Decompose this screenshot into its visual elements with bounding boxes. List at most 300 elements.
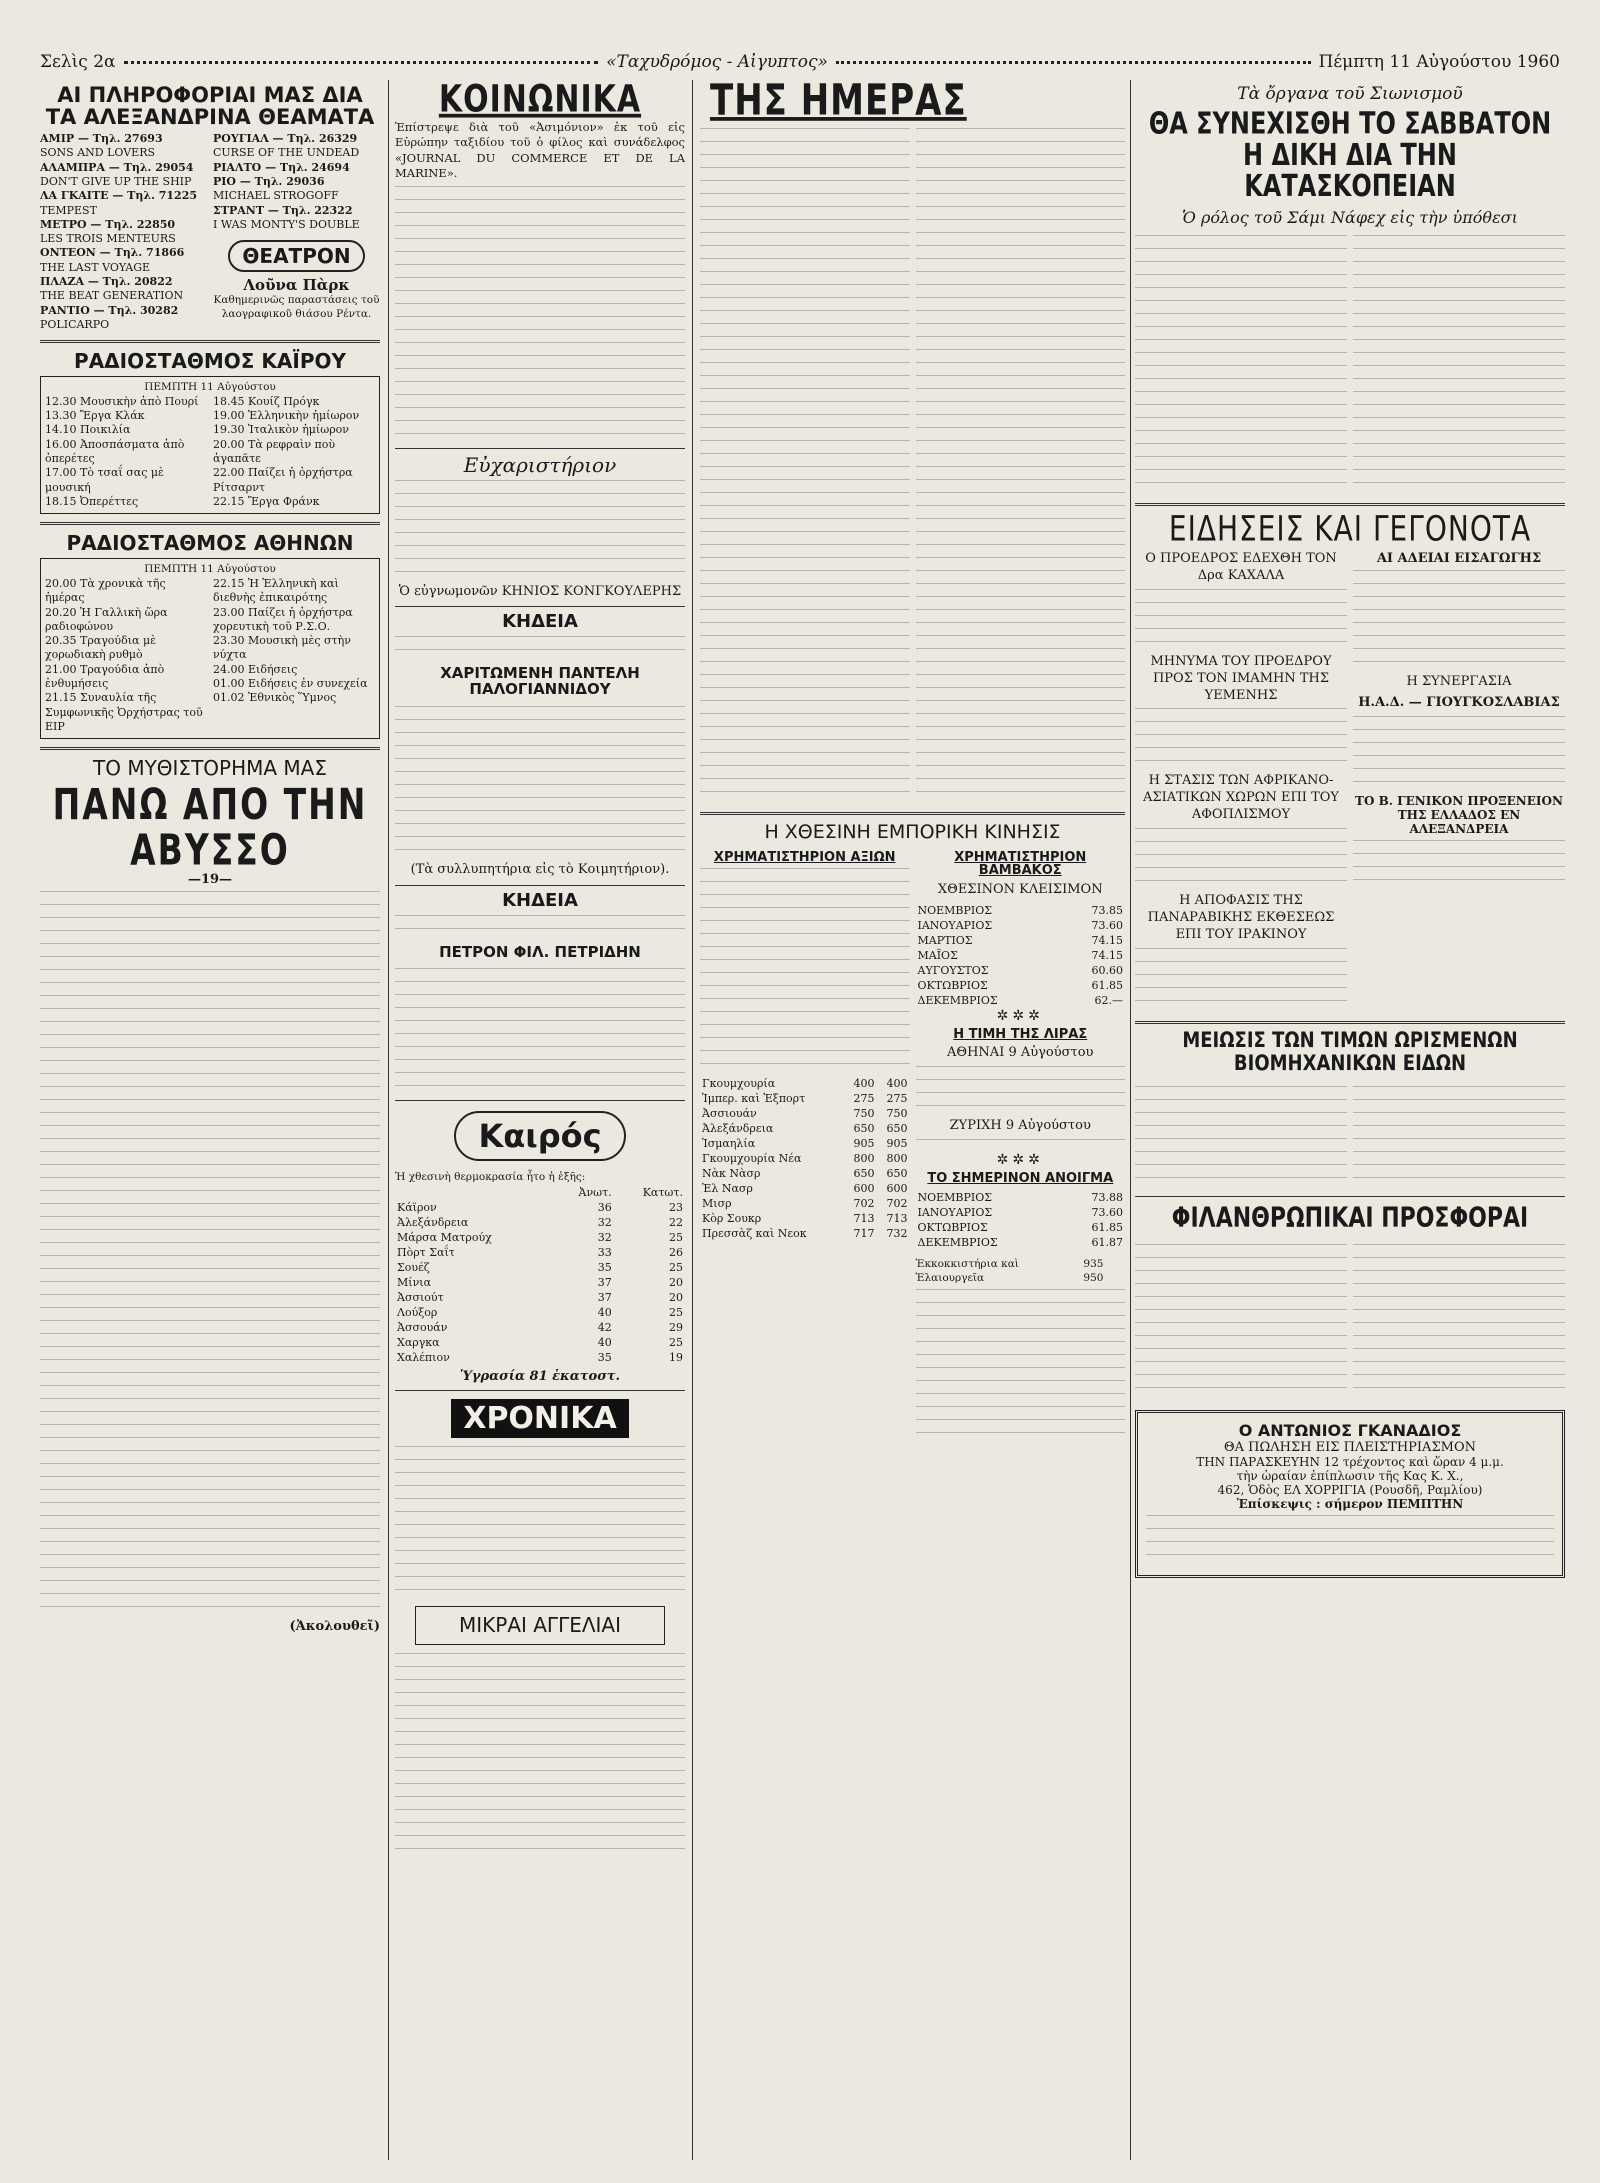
program-item: 14.10 Ποικιλία [45,423,131,437]
text-line [916,1289,1126,1298]
city: Ἀσσιούτ [397,1291,444,1305]
text-line [395,915,685,924]
charity-body [1135,1240,1565,1400]
text-line [700,440,910,449]
text-line [1353,609,1565,618]
text-line [395,784,685,793]
cinema-entry: ΡΙΟ — Τηλ. 29036 [213,174,325,188]
cotton-table [916,903,1126,1008]
consulate-heading: ΤΟ Β. ΓΕΝΙΚΟΝ ΠΡΟΞΕΝΕΙΟΝ ΤΗΣ ΕΛΛΑΔΟΣ ΕΝ ΑΛΕΞΑΝΔΡΕΙΑ [1355,793,1563,836]
text-line [40,917,380,926]
day-article-left [700,124,910,804]
opening-row [916,1190,1126,1205]
social-text: Ἐπίστρεψε διὰ τοῦ «Ἀσιμόνιον» ἐκ τοῦ εἰς Εὐρώπην ταξιδίου τοῦ ὁ φίλος καὶ συνάδελφος «JOURNAL DU COMMERCE ET DE LA MARINE». [395,119,685,181]
max-temp: 35 [597,1351,612,1365]
stock-sell: 650 [886,1122,908,1136]
text-line [1135,854,1347,863]
program-item: 23.30 Μουσικὴ μὲς στὴν νύχτα [213,634,351,662]
text-line [700,1063,910,1072]
pound-date: ΑΘΗΝΑΙ 9 Αὐγούστου [947,1045,1094,1061]
text-line [700,141,910,150]
price: 61.85 [1091,978,1123,992]
text-line [1135,417,1347,426]
chronika-box [395,1399,685,1438]
text-line [1135,1177,1347,1186]
text-line [40,1593,380,1602]
text-line [1135,1309,1347,1318]
text-line [700,453,910,462]
text-line [395,732,685,741]
market-heading: Η ΧΘΕΣΙΝΗ ΕΜΠΟΡΙΚΗ ΚΙΝΗΣΙΣ [764,820,1061,843]
stock-buy: 750 [853,1107,875,1121]
text-line [1135,430,1347,439]
text-line [40,943,380,952]
text-line [1135,974,1347,983]
text-line [395,1446,685,1455]
text-line [916,154,1126,163]
text-line [1353,391,1565,400]
month: ΑΥΓΟΥΣΤΟΣ [917,963,989,977]
ornament: ✲✲✲ [996,1152,1044,1169]
text-line [916,349,1126,358]
text-line [1353,755,1565,764]
classifieds-heading: ΜΙΚΡΑΙ ΑΓΓΕΛΙΑΙ [458,1613,622,1638]
text-line [40,1073,380,1082]
divider [1135,503,1565,506]
divider [395,606,685,607]
serial-body [40,891,380,1615]
serial-heading: ΤΟ ΜΥΘΙΣΤΟΡΗΜΑ ΜΑΣ [93,756,327,781]
text-line [700,622,910,631]
cotton-row [916,903,1126,918]
text-line [40,1060,380,1069]
text-line [40,995,380,1004]
weather-note: Ὑγρασία 81 ἑκατοστ. [459,1369,621,1385]
text-line [700,518,910,527]
theatre-box [213,240,380,321]
text-line [916,557,1126,566]
day-article-right [916,124,1126,804]
text-line [395,1731,685,1740]
masthead [40,50,1560,74]
text-line [1135,248,1347,257]
month: ΔΕΚΕΜΒΡΙΟΣ [917,993,998,1007]
weather-logo: Καιρός [454,1111,625,1161]
cinema-entry: ΑΛΑΜΠΡΑ — Τηλ. 29054 [40,160,194,174]
text-line [395,1524,685,1533]
weather-logo-box [395,1111,685,1161]
text-line [916,1419,1126,1428]
text-line [916,518,1126,527]
text-line [1353,570,1565,579]
text-line [395,480,685,489]
text-line [1353,1151,1565,1160]
cinema-list-right [213,132,380,332]
stock-name: Κὸρ Σουκρ [702,1212,762,1226]
text-line [916,1079,1126,1088]
stock-sell: 702 [886,1197,908,1211]
text-line [1353,596,1565,605]
text-line [916,362,1126,371]
text-line [395,394,685,403]
text-line [916,1393,1126,1402]
text-line [395,519,685,528]
text-line [40,1138,380,1147]
text-line [1135,708,1347,717]
news-item-heading: ΜΗΝΥΜΑ ΤΟΥ ΠΡΟΕΔΡΟΥ ΠΡΟΣ ΤΟΝ ΙΜΑΜΗΝ ΤΗΣ ΥΕΜΕΝΗΣ [1150,653,1332,703]
text-line [700,726,910,735]
text-line [395,1537,685,1546]
opening-row [916,1205,1126,1220]
auction-line: Ο ΑΝΤΩΝΙΟΣ ΓΚΑΝΑΔΙΟΣ [1238,1420,1462,1440]
text-line [916,466,1126,475]
weather-row [395,1260,685,1275]
text-line [916,791,1126,800]
text-line [1353,1374,1565,1383]
weather-row [395,1320,685,1335]
social-heading: ΚΟΙΝΩΝΙΚΑ [438,80,642,122]
text-line [1135,1374,1347,1383]
text-line [40,930,380,939]
news-left [1135,547,1347,1013]
text-line [1135,948,1347,957]
text-line [395,558,685,567]
divider [1135,1196,1565,1197]
stock-buy: 905 [853,1137,875,1151]
text-line [1135,300,1347,309]
cinema-film: POLICARPO [40,317,110,331]
text-line [395,545,685,554]
radio-cairo-left [45,395,207,509]
program-item: 21.15 Συναυλία τῆς Συμφωνικῆς Ὀρχήστρας τοῦ ΕΙΡ [45,691,203,733]
weather-table [395,1185,685,1365]
opening-heading: ΤΟ ΣΗΜΕΡΙΝΟΝ ΑΝΟΙΓΜΑ [927,1171,1114,1187]
text-line [1353,352,1565,361]
text-line [1353,300,1565,309]
stock-name: Γκουμχουρία [702,1077,776,1091]
price: 62.— [1094,993,1123,1007]
city: Χαργκα [397,1336,440,1350]
ornament: ✲✲✲ [996,1007,1044,1024]
text-line [700,998,910,1007]
top-sub: Τὰ ὄργανα τοῦ Σιωνισμοῦ [1237,84,1463,104]
text-line [700,297,910,306]
text-line [700,946,910,955]
chronika-body [395,1446,685,1598]
text-line [700,258,910,267]
text-line [395,1550,685,1559]
text-line [700,648,910,657]
text-line [40,1502,380,1511]
program-item: 01.02 Ἐθνικὸς Ὕμνος [213,691,337,705]
masthead-dots [124,61,599,64]
text-line [395,225,685,234]
text-line [916,1315,1126,1324]
text-line [395,1072,685,1081]
text-line [916,1406,1126,1415]
text-line [395,968,685,977]
theatre-text: Καθημερινῶς παραστάσεις τοῦ λαογραφικοῦ θιάσου Ρέντα. [213,294,380,320]
text-line [700,401,910,410]
text-line [916,336,1126,345]
text-line [700,466,910,475]
text-line [1353,716,1565,725]
text-line [916,323,1126,332]
text-line [1135,760,1347,769]
text-line [1353,417,1565,426]
text-line [916,388,1126,397]
text-line [916,1328,1126,1337]
text-line [916,193,1126,202]
stock-name: Μισρ [702,1197,732,1211]
text-line [1135,961,1347,970]
text-line [40,1580,380,1589]
text-line [1135,365,1347,374]
text-line [700,985,910,994]
month: ΝΟΕΜΒΡΙΟΣ [917,1190,993,1204]
text-line [1353,1164,1565,1173]
top-article-right [1353,231,1565,495]
text-line [916,375,1126,384]
text-line [40,1463,380,1472]
text-line [700,1037,910,1046]
text-line [700,284,910,293]
text-line [395,719,685,728]
text-line [916,1341,1126,1350]
cotton-row [916,948,1126,963]
max-temp: 37 [597,1276,612,1290]
month: ΜΑΡΤΙΟΣ [917,933,973,947]
weather-intro: Ἡ χθεσινὴ θερμοκρασία ἦτο ἡ ἑξῆς: [395,1171,586,1184]
charity-left [1135,1240,1347,1400]
weather-row [395,1335,685,1350]
domestic-row [916,1258,1126,1285]
theatre-venue: Λοῦνα Πὰρκ [243,276,350,295]
text-line [40,1008,380,1017]
divider [395,1100,685,1101]
text-line [1353,1296,1565,1305]
funeral-body [395,968,685,1094]
text-line [916,1432,1126,1441]
text-line [40,1567,380,1576]
cinema-film: MICHAEL STROGOFF [213,189,339,203]
text-line [395,1563,685,1572]
auction-line: ΤΗΝ ΠΑΡΑΣΚΕΥΗΝ 12 τρέχοντος καὶ ὥραν 4 μ.μ. [1196,1454,1504,1469]
min-temp: 26 [669,1246,683,1260]
text-line [395,420,685,429]
text-line [395,290,685,299]
text-line [916,622,1126,631]
text-line [40,1125,380,1134]
text-line [1353,1257,1565,1266]
text-line [1353,768,1565,777]
text-line [1135,841,1347,850]
text-line [916,440,1126,449]
text-line [395,329,685,338]
prices-heading: ΜΕΙΩΣΙΣ ΤΩΝ ΤΙΜΩΝ ΩΡΙΣΜΕΝΩΝ ΒΙΟΜΗΧΑΝΙΚΩΝ ΕΙΔΩΝ [1182,1027,1518,1076]
text-line [916,297,1126,306]
text-line [700,544,910,553]
cotton-row [916,978,1126,993]
stock-sell: 750 [886,1107,908,1121]
text-line [1146,1541,1554,1550]
max-temp: 42 [597,1321,612,1335]
stock-name: Ἰσμαηλία [702,1137,756,1151]
stock-buy: 600 [853,1182,875,1196]
text-line [916,414,1126,423]
weather-col-min: Κατωτ. [642,1186,683,1200]
text-line [1135,1151,1347,1160]
cinema-entry: ΟΝΤΕΟΝ — Τηλ. 71866 [40,246,185,260]
city: Κάϊρον [397,1201,437,1215]
price: 60.60 [1091,963,1123,977]
cinema-entry: ΑΜΙΡ — Τηλ. 27693 [40,132,163,146]
text-line [40,1086,380,1095]
radio-athens-right [213,577,375,734]
text-line [700,791,910,800]
text-line [916,609,1126,618]
text-line [1146,1554,1554,1563]
text-line [1135,867,1347,876]
stock-buy: 400 [853,1077,875,1091]
text-line [1353,482,1565,491]
top-heading: ΘΑ ΣΥΝΕΧΙΣΘΗ ΤΟ ΣΑΒΒΑΤΟΝ Η ΔΙΚΗ ΔΙΑ ΤΗΝ ΚΑΤΑΣΚΟΠΕΙΑΝ [1148,106,1552,205]
price: 73.88 [1091,1190,1123,1204]
city: Σουέζ [397,1261,430,1275]
min-temp: 25 [669,1306,683,1320]
month: ΟΚΤΩΒΡΙΟΣ [917,1220,988,1234]
cinema-entry: ΡΑΝΤΙΟ — Τηλ. 30282 [40,303,179,317]
social-body [395,186,685,442]
text-line [1353,378,1565,387]
program-item: 21.00 Τραγούδια ἀπὸ ἐνθυμήσεις [45,662,165,690]
text-line [700,933,910,942]
stock-buy: 702 [853,1197,875,1211]
divider [40,747,380,750]
column-4 [1135,80,1565,1578]
cinema-listing [40,132,380,332]
text-line [395,251,685,260]
text-line [395,1085,685,1094]
radio-cairo-schedule [45,395,375,509]
text-line [395,186,685,195]
text-line [395,264,685,273]
text-line [1353,287,1565,296]
text-line [700,362,910,371]
text-line [700,778,910,787]
divider [395,1390,685,1391]
text-line [40,1320,380,1329]
text-line [1135,1387,1347,1396]
theatre-logo: ΘΕΑΤΡΟΝ [228,240,364,272]
text-line [40,1372,380,1381]
text-line [395,1485,685,1494]
text-line [1353,879,1565,888]
text-line [395,381,685,390]
text-line [700,1050,910,1059]
text-line [40,1424,380,1433]
min-temp: 20 [669,1276,683,1290]
stock-row [700,1121,910,1136]
text-line [700,128,910,137]
text-line [916,128,1126,137]
text-line [916,284,1126,293]
text-line [1353,326,1565,335]
text-line [40,1476,380,1485]
text-line [700,427,910,436]
radio-cairo-date: ΠΕΜΠΤΗ 11 Αὐγούστου [144,381,276,394]
text-line [40,1216,380,1225]
text-line [395,571,685,580]
cooperation-sub: Η.Α.Δ. — ΓΙΟΥΓΚΟΣΛΑΒΙΑΣ [1358,694,1560,710]
text-line [40,1177,380,1186]
text-line [40,1294,380,1303]
serial-continue: (Ἀκολουθεῖ) [289,1619,380,1635]
opening-row [916,1235,1126,1250]
divider [1135,1021,1565,1024]
price: 74.15 [1091,933,1123,947]
charity-heading: ΦΙΛΑΝΘΡΩΠΙΚΑΙ ΠΡΟΣΦΟΡΑΙ [1171,1202,1529,1234]
text-line [916,219,1126,228]
text-line [395,1589,685,1598]
weather-row [395,1245,685,1260]
text-line [700,570,910,579]
price: 73.60 [1091,918,1123,932]
text-line [916,739,1126,748]
stock-row [700,1151,910,1166]
stocks-section [700,847,910,1446]
text-line [40,1489,380,1498]
text-line [395,506,685,515]
pound-heading: Η ΤΙΜΗ ΤΗΣ ΛΙΡΑΣ [953,1026,1088,1042]
price: 73.85 [1091,903,1123,917]
text-line [40,1437,380,1446]
cinema-entry: ΜΕΤΡΟ — Τηλ. 22850 [40,217,176,231]
text-line [1135,1000,1347,1009]
text-line [1353,1283,1565,1292]
text-line [40,1307,380,1316]
text-line [1353,469,1565,478]
stock-name: Νὰκ Νὰσρ [702,1167,761,1181]
text-line [1135,1270,1347,1279]
text-line [1353,1177,1565,1186]
text-line [700,583,910,592]
text-line [700,739,910,748]
program-item: 18.15 Ὀπερέττες [45,494,139,508]
text-line [916,700,1126,709]
text-line [1135,880,1347,889]
price: 73.60 [1091,1205,1123,1219]
auction-ad [1135,1410,1565,1578]
text-line [40,1385,380,1394]
text-line [700,881,910,890]
thanks-signature: Ὁ εὐγνωμονῶν ΚΗΝΙΟΣ ΚΟΝΓΚΟΥΛΕΡΗΣ [398,583,682,599]
text-line [916,661,1126,670]
cotton-row [916,918,1126,933]
text-line [1353,1244,1565,1253]
text-line [395,1033,685,1042]
weather-row [395,1290,685,1305]
text-line [395,1472,685,1481]
funeral-heading: ΚΗΔΕΙΑ [502,611,578,633]
text-line [395,1020,685,1029]
text-line [916,401,1126,410]
text-line [40,1021,380,1030]
text-line [1353,648,1565,657]
theatre-heading: ΑΙ ΠΛΗΡΟΦΟΡΙΑΙ ΜΑΣ ΔΙΑ ΤΑ ΑΛΕΞΑΝΔΡΙΝΑ ΘΕΑΜΑΤΑ [45,83,375,130]
text-line [395,823,685,832]
text-line [916,258,1126,267]
